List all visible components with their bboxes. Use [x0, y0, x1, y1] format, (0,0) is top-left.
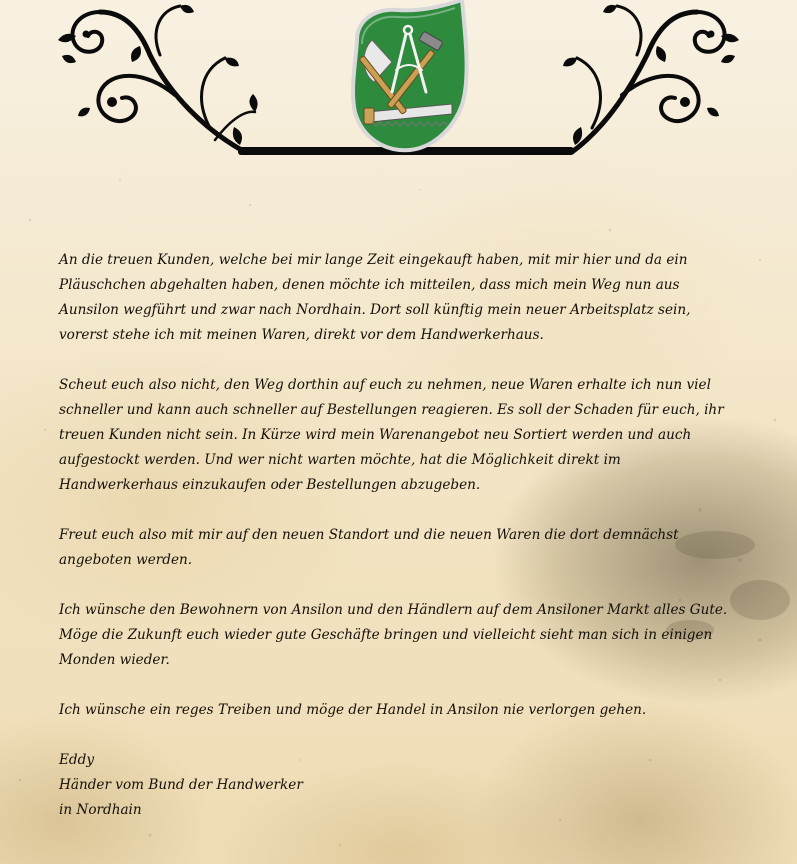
right-leaves [563, 5, 739, 145]
letter-paragraph-5: Ich wünsche ein reges Treiben und möge der Handel in Ansilon nie verlorgen gehen. [59, 702, 647, 718]
signature-location: in Nordhain [59, 802, 142, 818]
letter-body [59, 248, 739, 823]
header-ornament [0, 0, 797, 170]
letter-paragraph-3: Freut euch also mit mir auf den neuen Standort und die neuen Waren die dort demnächst angeboten werden. [59, 527, 679, 568]
signature-block [59, 748, 739, 823]
signature-title: Händer vom Bund der Handwerker [59, 777, 303, 793]
left-scroll-ornament [72, 6, 255, 152]
letter-paragraph-2: Scheut euch also nicht, den Weg dorthin auf euch zu nehmen, neue Waren erhalte ich nun viel schneller und kann auch schneller auf Bestellungen reagieren. Es soll der Schaden für euch, ihr treuen Kunden nicht sein. In Kürze wird mein Warenangebot neu Sortiert werden und auch aufgestockt werden. Und wer nicht warten möchte, hat die Möglichkeit direkt im Handwerkerhaus einzukaufen oder Bestellungen abzugeben. [59, 377, 724, 493]
letter-paragraph-1: An die treuen Kunden, welche bei mir lange Zeit eingekauft haben, mit mir hier und da ein Pläuschchen abgehalten haben, denen möchte ich mitteilen, dass mich mein Weg nun aus Aunsilon wegführt und zwar nach Nordhain. Dort soll künftig mein neuer Arbeitsplatz sein, vorerst stehe ich mit meinen Waren, direkt vor dem Handwerkerhaus. [59, 252, 691, 343]
signature-name: Eddy [59, 752, 95, 768]
right-scroll-ornament [572, 6, 725, 152]
letter-paragraph-4: Ich wünsche den Bewohnern von Ansilon und den Händlern auf dem Ansiloner Markt alles Gute. Möge die Zukunft euch wieder gute Geschäfte bringen und vielleicht sieht man sich in einigen Monden wieder. [59, 602, 728, 668]
